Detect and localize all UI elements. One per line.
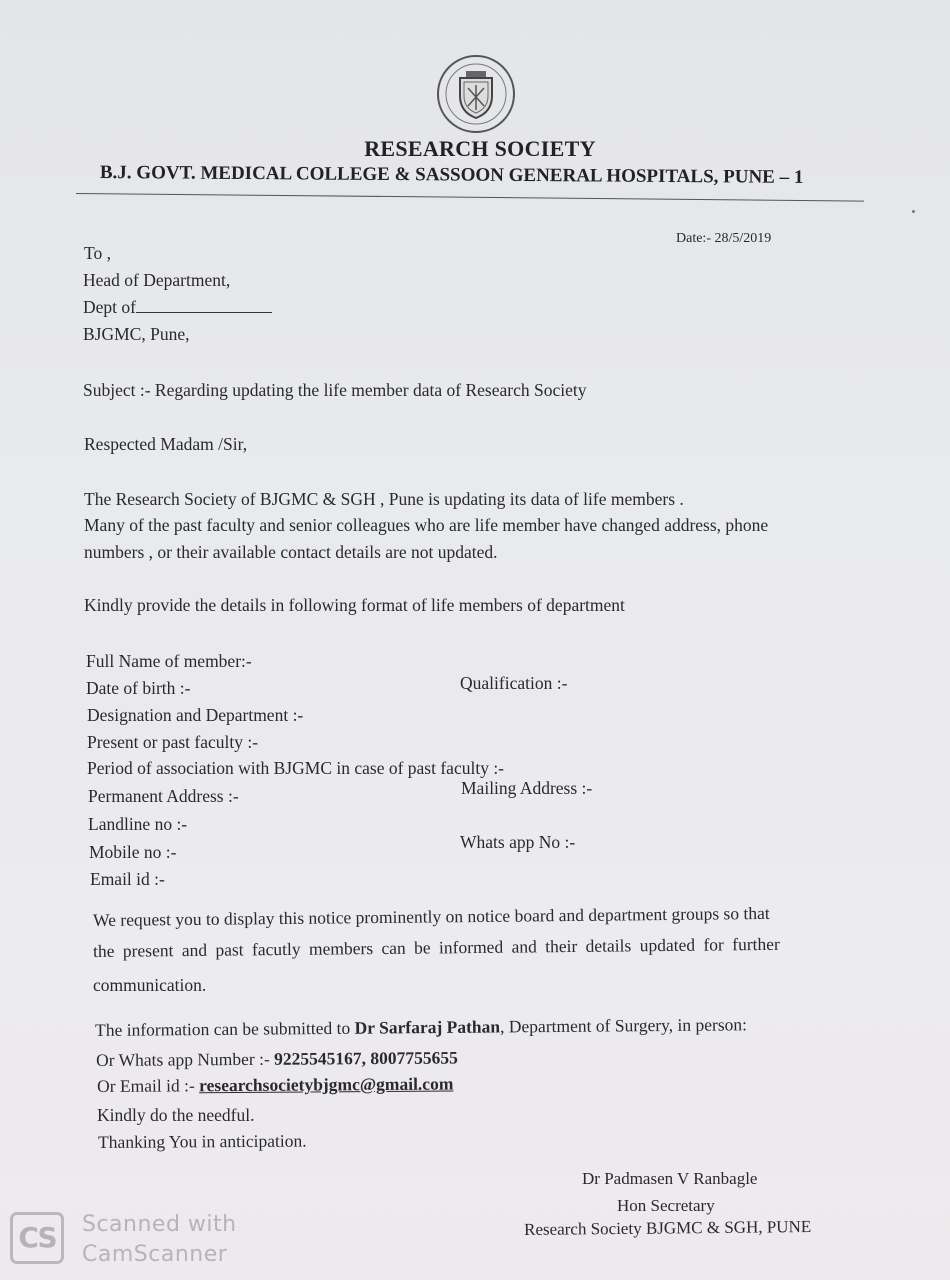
whatsapp-label: Or Whats app Number :- xyxy=(96,1048,275,1070)
contact-name: Dr Sarfaraj Pathan xyxy=(354,1016,501,1038)
dept-label: Dept of xyxy=(83,297,136,317)
email-label: Or Email id :- xyxy=(97,1075,200,1096)
speck xyxy=(912,210,915,213)
org-name: RESEARCH SOCIETY xyxy=(364,136,596,161)
request-line-3: communication. xyxy=(93,975,207,995)
submission-whatsapp xyxy=(96,1047,458,1071)
salutation: Respected Madam /Sir, xyxy=(84,434,248,454)
watermark-line-1: Scanned with xyxy=(82,1212,237,1237)
submission-email xyxy=(97,1074,453,1097)
body-para1-line3: numbers , or their available contact details are not updated. xyxy=(84,542,498,562)
request-line-2: the present and past facutly members can be informed and their details updated for further xyxy=(93,933,780,961)
dept-blank-field[interactable] xyxy=(136,298,272,313)
field-permanent-address: Permanent Address :- xyxy=(88,786,239,806)
signatory-title: Hon Secretary xyxy=(617,1196,715,1215)
letter-date: Date:- 28/5/2019 xyxy=(676,231,772,246)
submission-intro-post: , Department of Surgery, in person: xyxy=(500,1014,748,1037)
field-faculty: Present or past faculty :- xyxy=(87,732,259,752)
header-divider xyxy=(76,193,864,202)
whatsapp-numbers: 9225545167, 8007755655 xyxy=(274,1047,458,1069)
signatory-org: Research Society BJGMC & SGH, PUNE xyxy=(524,1216,812,1239)
watermark-line-2: CamScanner xyxy=(82,1242,228,1267)
field-designation: Designation and Department :- xyxy=(87,705,304,725)
field-full-name: Full Name of member:- xyxy=(86,651,252,671)
camscanner-logo-icon: CS xyxy=(10,1212,64,1264)
submission-intro-pre: The information can be submitted to xyxy=(95,1017,355,1040)
thanks-line: Thanking You in anticipation. xyxy=(98,1130,307,1152)
field-mobile: Mobile no :- xyxy=(89,842,177,862)
field-qualification: Qualification :- xyxy=(460,673,568,693)
field-mailing-address: Mailing Address :- xyxy=(461,778,593,798)
body-para1-line1: The Research Society of BJGMC & SGH , Pune is updating its data of life members . xyxy=(84,489,684,509)
signatory-name: Dr Padmasen V Ranbagle xyxy=(582,1169,758,1188)
address-line-3: BJGMC, Pune, xyxy=(83,324,190,344)
society-seal-icon xyxy=(436,54,516,134)
field-period: Period of association with BJGMC in case of past faculty :- xyxy=(87,758,505,778)
subject-line: Subject :- Regarding updating the life member data of Research Society xyxy=(83,380,587,400)
field-landline: Landline no :- xyxy=(88,814,188,834)
address-to: To , xyxy=(84,243,111,263)
body-para1-line2: Many of the past faculty and senior colleagues who are life member have changed address, phone xyxy=(84,515,769,535)
needful-line: Kindly do the needful. xyxy=(97,1105,255,1125)
address-line-2 xyxy=(83,297,272,318)
address-line-1: Head of Department, xyxy=(83,270,231,290)
institution-name: B.J. GOVT. MEDICAL COLLEGE & SASSOON GENERAL HOSPITALS, PUNE – 1 xyxy=(99,162,804,188)
field-email: Email id :- xyxy=(90,869,165,889)
body-para2: Kindly provide the details in following format of life members of department xyxy=(84,595,625,615)
field-dob: Date of birth :- xyxy=(86,678,191,698)
submission-intro xyxy=(95,1014,747,1041)
request-line-1: We request you to display this notice prominently on notice board and department groups so that xyxy=(93,902,770,930)
email-link[interactable]: researchsocietybjgmc@gmail.com xyxy=(199,1073,454,1096)
field-whatsapp: Whats app No :- xyxy=(460,832,576,852)
